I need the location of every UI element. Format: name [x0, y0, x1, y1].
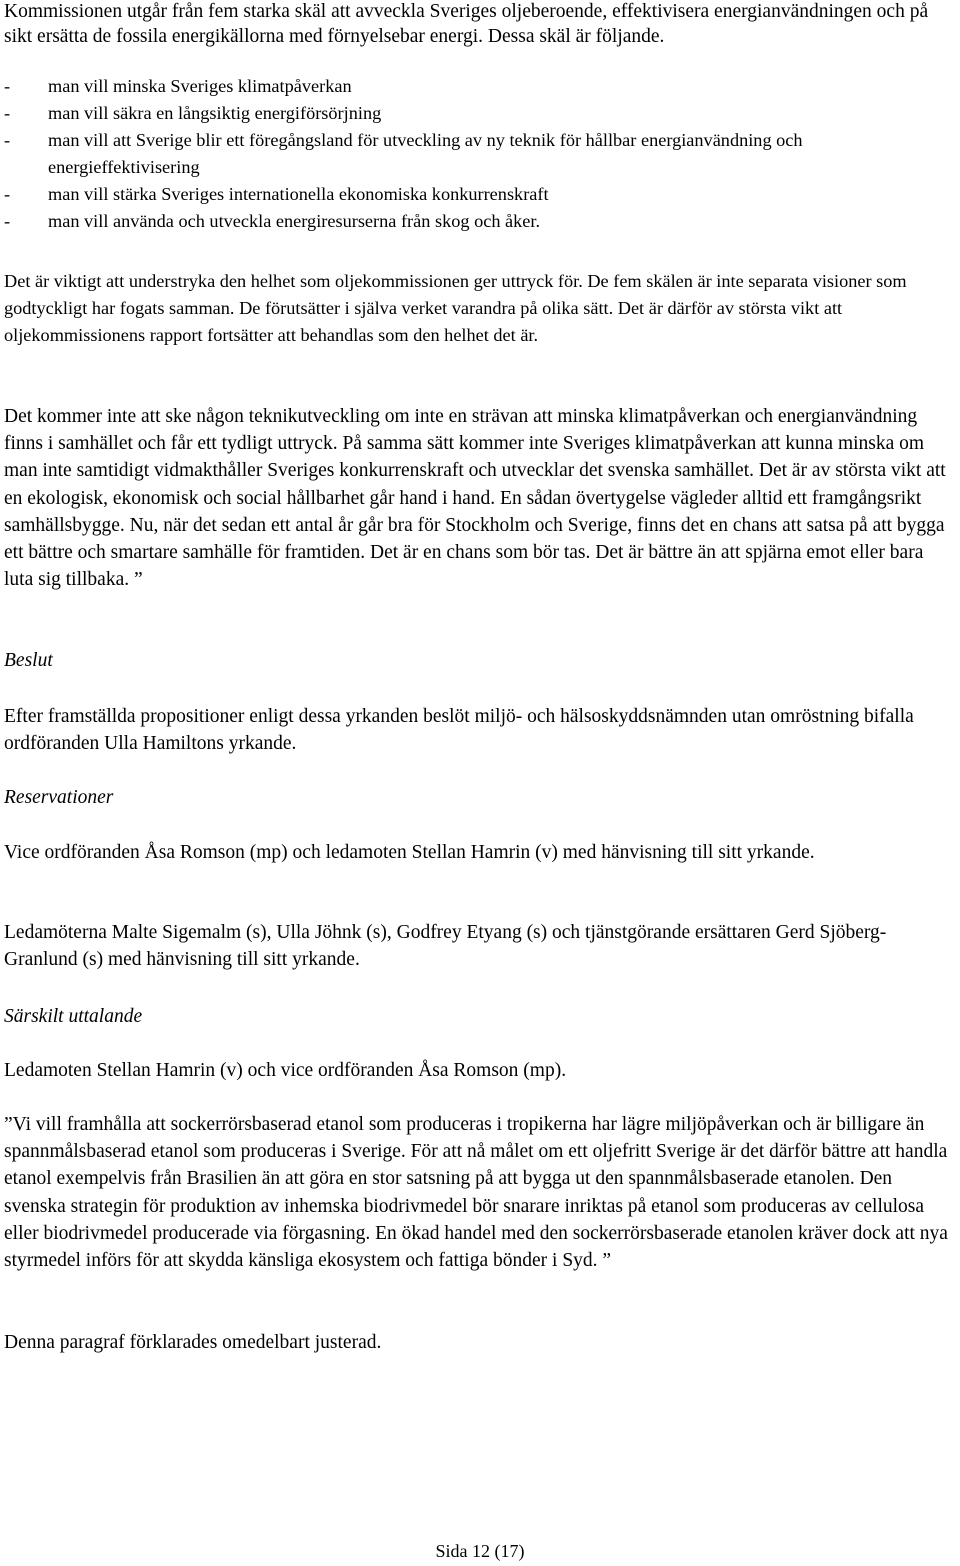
list-dash: - — [4, 130, 11, 150]
list-item — [4, 181, 956, 208]
justering-text: Denna paragraf förklarades omedelbart justerad. — [4, 1332, 382, 1353]
list-item-text: man vill använda och utveckla energiresurserna från skog och åker. — [48, 211, 541, 231]
list-item — [4, 73, 956, 100]
list-item-text: man vill säkra en långsiktig energiförsörjning — [48, 103, 382, 123]
intro-paragraph: Kommissionen utgår från fem starka skäl att avveckla Sveriges oljeberoende, effektivisera energianvändningen och på sikt ersätta de fossila energikällorna med förnyelsebar energi. Dessa skäl är följande. — [4, 1, 929, 47]
beslut-heading: Beslut — [4, 650, 53, 671]
list-item-text: man vill att Sverige blir ett föregångsland för utveckling av ny teknik för hållbar energianvändning och energieffektivisering — [48, 130, 803, 177]
sarskilt-uttalande-quote: ”Vi vill framhålla att sockerrörsbaserad etanol som produceras i tropikerna har lägre miljöpåverkan och är billigare än spannmålsbaserad etanol som produceras i Sverige. För att nå målet om ett oljefritt Sverige är det därför bättre att handla etanol exempelvis från Brasilien än att göra en stor satsning på att bygga ut den spannmålsbaserade etanolen. Den svenska strategin för produktion av inhemska biodrivmedel bör snarare inriktas på etanol som produceras av cellulosa eller biodrivmedel producerade via förgasning. En ökad handel med den sockerrörsbaserade etanolen kräver dock att nya styrmedel införs för att skydda känsliga ekosystem och fattiga bönder i Syd. ” — [4, 1114, 948, 1272]
list-item — [4, 100, 956, 127]
list-dash: - — [4, 103, 11, 123]
beslut-text: Efter framställda propositioner enligt dessa yrkanden beslöt miljö- och hälsoskyddsnämnden utan omröstning bifalla ordföranden Ulla Hamiltons yrkande. — [4, 706, 914, 755]
list-item — [4, 127, 956, 181]
list-dash: - — [4, 184, 11, 204]
reservation-text-2: Ledamöterna Malte Sigemalm (s), Ulla Jöhnk (s), Godfrey Etyang (s) och tjänstgörande ersättaren Gerd Sjöberg-Granlund (s) med hänvisning till sitt yrkande. — [4, 922, 887, 971]
reservationer-heading: Reservationer — [4, 787, 114, 808]
list-item-text: man vill minska Sveriges klimatpåverkan — [48, 76, 352, 96]
helhet-paragraph: Det är viktigt att understryka den helhet som oljekommissionen ger uttryck för. De fem skälen är inte separata visioner som godtyckligt har fogats samman. De förutsätter i själva verket varandra på olika sätt. Det är därför av största vikt att oljekommissionens rapport fortsätter att behandlas som den helhet det är. — [4, 271, 907, 345]
reservation-text-1: Vice ordföranden Åsa Romson (mp) och ledamoten Stellan Hamrin (v) med hänvisning till sitt yrkande. — [4, 842, 815, 863]
page-number: Sida 12 (17) — [435, 1541, 525, 1561]
list-dash: - — [4, 211, 11, 231]
list-item-text: man vill stärka Sveriges internationella ekonomiska konkurrenskraft — [48, 184, 549, 204]
list-dash: - — [4, 76, 11, 96]
teknikutveckling-paragraph: Det kommer inte att ske någon teknikutveckling om inte en strävan att minska klimatpåverkan och energianvändning finns i samhället och får ett tydligt uttryck. På samma sätt kommer inte Sveriges klimatpåverkan att kunna minska om man inte samtidigt vidmakthåller Sveriges konkurrenskraft och utvecklar det svenska samhället. Det är av största vikt att en ekologisk, ekonomisk och social hållbarhet går hand i hand. En sådan övertygelse vägleder alltid ett framgångsrikt samhällsbygge. Nu, när det sedan ett antal år går bra för Stockholm och Sverige, finns det en chans att satsa på att bygga ett bättre och smartare samhälle för framtiden. Det är en chans som bör tas. Det är bättre än att spjärna emot eller bara luta sig tillbaka. ” — [4, 406, 946, 591]
sarskilt-uttalande-heading: Särskilt uttalande — [4, 1006, 143, 1027]
list-item — [4, 208, 956, 235]
reasons-list — [4, 73, 956, 235]
sarskilt-uttalande-text: Ledamoten Stellan Hamrin (v) och vice ordföranden Åsa Romson (mp). — [4, 1060, 567, 1081]
